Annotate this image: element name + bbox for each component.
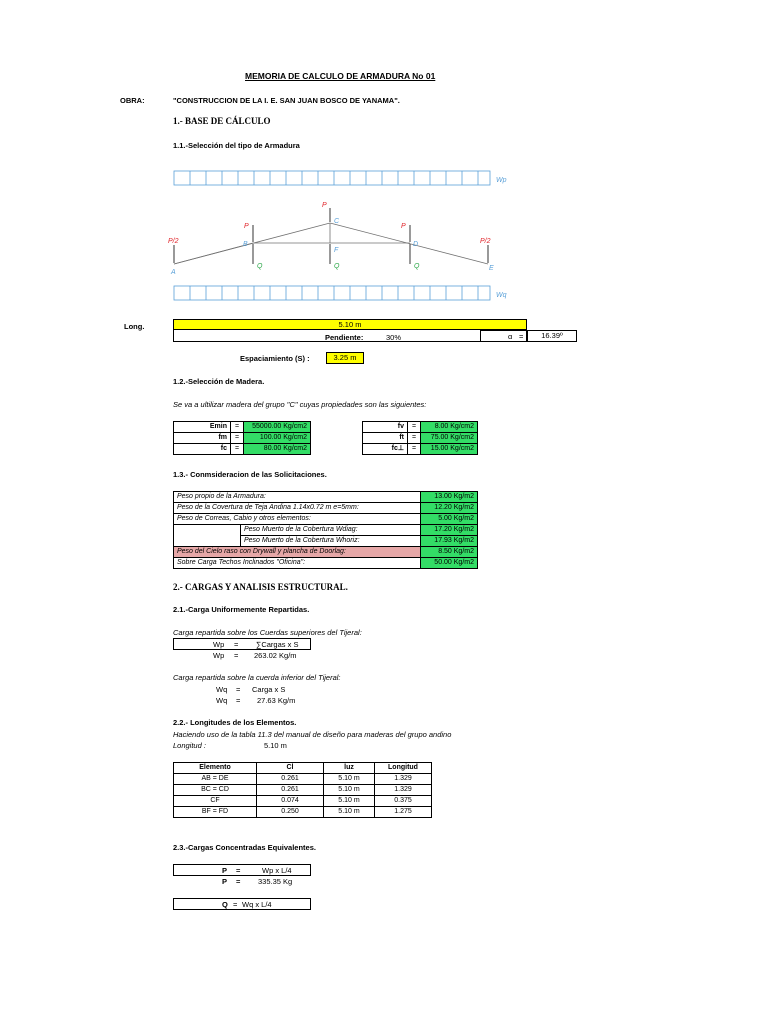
pendiente-value: 30% — [386, 333, 402, 342]
load-label: Sobre Carga Techos Inclinados "Oficina": — [174, 558, 421, 569]
alpha-value-cell — [527, 330, 577, 342]
prop-value: 15.00 Kg/cm2 — [421, 444, 478, 455]
prop-row — [174, 444, 311, 455]
alpha-eq: = — [519, 332, 524, 341]
node-b: B — [243, 241, 248, 248]
prop-eq: = — [231, 422, 244, 433]
table-row — [174, 796, 432, 807]
table-header-row — [174, 763, 432, 774]
load-label: Peso del Cielo raso con Drywall y plancha de Doorlag: — [174, 547, 421, 558]
wq-label: Wq — [216, 685, 228, 694]
p-eq-2: = — [236, 877, 241, 886]
prop-row — [363, 444, 478, 455]
wq-eq-2: = — [236, 696, 241, 705]
prop-row — [174, 422, 311, 433]
section2-heading: 2.- CARGAS Y ANALISIS ESTRUCTURAL. — [173, 582, 348, 592]
props-left-table — [173, 421, 311, 455]
table-cell: 0.074 — [257, 796, 324, 807]
prop-eq: = — [408, 422, 421, 433]
long-label: Long. — [124, 322, 145, 331]
table-cell: AB = DE — [174, 774, 257, 785]
wq-label: Wq — [496, 292, 507, 299]
header-cell: Longitud — [375, 763, 432, 774]
sup-text: Carga repartida sobre los Cuerdas superiores del Tijeral: — [173, 628, 362, 637]
table-cell: CF — [174, 796, 257, 807]
p-label: P — [222, 866, 228, 875]
prop-eq: = — [231, 444, 244, 455]
section1-heading: 1.- BASE DE CÁLCULO — [173, 116, 271, 126]
load-row — [174, 536, 478, 547]
node-c: C — [334, 218, 340, 225]
p-formula: Wp x L/4 — [262, 866, 292, 875]
load-value: 17.93 Kg/m2 — [421, 536, 478, 547]
prop-row — [363, 422, 478, 433]
prop-name: ft — [363, 433, 408, 444]
alpha-value: 16.39º — [541, 331, 563, 340]
table-cell: BF = FD — [174, 807, 257, 818]
wp-formula: ∑Cargas x S — [256, 640, 299, 649]
p-value: 335.35 Kg — [258, 877, 293, 886]
prop-name: fc — [174, 444, 231, 455]
p-label-2: P — [222, 877, 228, 886]
wq-load-strip — [174, 286, 490, 300]
table-cell: BC = CD — [174, 785, 257, 796]
load-value: 50.00 Kg/m2 — [421, 558, 478, 569]
load-row — [174, 503, 478, 514]
prop-row — [174, 433, 311, 444]
wp-label: Wp — [213, 640, 225, 649]
wp-value: 263.02 Kg/m — [254, 651, 297, 660]
prop-name: fv — [363, 422, 408, 433]
espaciamiento-value: 3.25 m — [333, 353, 357, 362]
prop-row — [363, 433, 478, 444]
table-cell: 0.250 — [257, 807, 324, 818]
section2-sub1: 2.1.-Carga Uniformemente Repartidas. — [173, 605, 310, 614]
truss-diagram — [160, 160, 520, 308]
prop-value: 75.00 Kg/cm2 — [421, 433, 478, 444]
pendiente-label: Pendiente: — [325, 333, 364, 342]
load-row — [174, 547, 478, 558]
header-cell: Cl — [257, 763, 324, 774]
q-eq: = — [233, 900, 238, 909]
q-label-center: Q — [334, 263, 340, 270]
section2-sub3: 2.3.-Cargas Concentradas Equivalentes. — [173, 843, 316, 852]
load-value: 5.00 Kg/m2 — [421, 514, 478, 525]
load-value: 8.50 Kg/m2 — [421, 547, 478, 558]
header-cell: Elemento — [174, 763, 257, 774]
prop-eq: = — [231, 433, 244, 444]
section1-sub2: 1.2.-Selección de Madera. — [173, 377, 265, 386]
wp-label-2: Wp — [213, 651, 225, 660]
node-d: D — [413, 241, 419, 248]
table-cell: 5.10 m — [324, 807, 375, 818]
espaciamiento-cell — [326, 352, 364, 364]
prop-eq: = — [408, 444, 421, 455]
wq-eq: = — [236, 685, 241, 694]
q-label-left: Q — [257, 263, 263, 270]
node-a: A — [171, 269, 176, 276]
alpha-label: α — [508, 332, 513, 341]
long-value: 5.10 m — [338, 320, 362, 329]
longitud-value: 5.10 m — [264, 741, 287, 750]
longitud-label: Longitud : — [173, 741, 206, 750]
q-label: Q — [222, 900, 228, 909]
table-cell: 5.10 m — [324, 774, 375, 785]
table-row — [174, 807, 432, 818]
wq-value: 27.63 Kg/m — [257, 696, 296, 705]
truss-members — [174, 223, 488, 264]
prop-value: 100.00 Kg/cm2 — [244, 433, 311, 444]
inf-text: Carga repartida sobre la cuerda inferior del Tijeral: — [173, 673, 341, 682]
wp-load-strip — [174, 171, 490, 185]
table-cell: 0.261 — [257, 785, 324, 796]
prop-value: 80.00 Kg/cm2 — [244, 444, 311, 455]
section1-sub1: 1.1.-Selección del tipo de Armadura — [173, 141, 300, 150]
wp-eq-2: = — [234, 651, 239, 660]
obra-value: "CONSTRUCCION DE LA I. E. SAN JUAN BOSCO DE YANAMA". — [173, 96, 400, 105]
table-row — [174, 785, 432, 796]
p2-label-right: P/2 — [480, 238, 491, 245]
load-label: Peso propio de la Armadura: — [174, 492, 421, 503]
p2-label-left: P/2 — [168, 238, 179, 245]
elements-table — [173, 762, 432, 818]
madera-text: Se va a ultilizar madera del grupo "C" cuyas propiedades son las siguientes: — [173, 400, 427, 409]
node-e: E — [489, 265, 494, 272]
table-cell: 1.329 — [375, 785, 432, 796]
header-cell: luz — [324, 763, 375, 774]
long-value-cell — [173, 319, 527, 330]
p-label-left: P — [244, 223, 249, 230]
q-formula: Wq x L/4 — [242, 900, 272, 909]
pendiente-row — [173, 330, 527, 342]
load-row — [174, 558, 478, 569]
table-cell: 5.10 m — [324, 785, 375, 796]
load-label: Peso Muerto de la Cobertura Whoriz: — [241, 536, 421, 547]
load-row — [174, 525, 478, 536]
table-cell: 1.275 — [375, 807, 432, 818]
wp-eq: = — [234, 640, 239, 649]
table-cell: 0.261 — [257, 774, 324, 785]
prop-name: fm — [174, 433, 231, 444]
p-label-center: P — [322, 202, 327, 209]
prop-name: Emin — [174, 422, 231, 433]
p-label-right: P — [401, 223, 406, 230]
load-row — [174, 514, 478, 525]
alpha-cell — [480, 330, 528, 342]
prop-value: 55000.00 Kg/cm2 — [244, 422, 311, 433]
prop-value: 8.00 Kg/cm2 — [421, 422, 478, 433]
p-eq: = — [236, 866, 241, 875]
table-cell: 0.375 — [375, 796, 432, 807]
load-value: 12.20 Kg/m2 — [421, 503, 478, 514]
load-value: 13.00 Kg/m2 — [421, 492, 478, 503]
load-label: Peso de Correas, Cabio y otros elementos: — [174, 514, 421, 525]
table-row — [174, 774, 432, 785]
props-right-table — [362, 421, 478, 455]
node-f: F — [334, 247, 339, 254]
prop-eq: = — [408, 433, 421, 444]
table-cell: 5.10 m — [324, 796, 375, 807]
wq-formula: Carga x S — [252, 685, 286, 694]
table-cell: 1.329 — [375, 774, 432, 785]
q-label-right: Q — [414, 263, 420, 270]
wp-label: Wp — [496, 177, 507, 184]
page-title: MEMORIA DE CALCULO DE ARMADURA No 01 — [245, 71, 436, 81]
wq-label-2: Wq — [216, 696, 228, 705]
espaciamiento-label: Espaciamiento (S) : — [240, 354, 310, 363]
section2-sub2: 2.2.- Longitudes de los Elementos. — [173, 718, 297, 727]
load-label: Peso Muerto de la Cobertura Wdiag: — [241, 525, 421, 536]
load-row — [174, 492, 478, 503]
tabla-text: Haciendo uso de la tabla 11.3 del manual de diseño para maderas del grupo andino — [173, 730, 452, 739]
obra-label: OBRA: — [120, 96, 145, 105]
prop-name: fc⊥ — [363, 444, 408, 455]
section1-sub3: 1.3.- Conmsideracion de las Solicitaciones. — [173, 470, 327, 479]
load-value: 17.20 Kg/m2 — [421, 525, 478, 536]
load-label: Peso de la Covertura de Teja Andina 1.14x0.72 m e=5mm: — [174, 503, 421, 514]
loads-table — [173, 491, 478, 569]
